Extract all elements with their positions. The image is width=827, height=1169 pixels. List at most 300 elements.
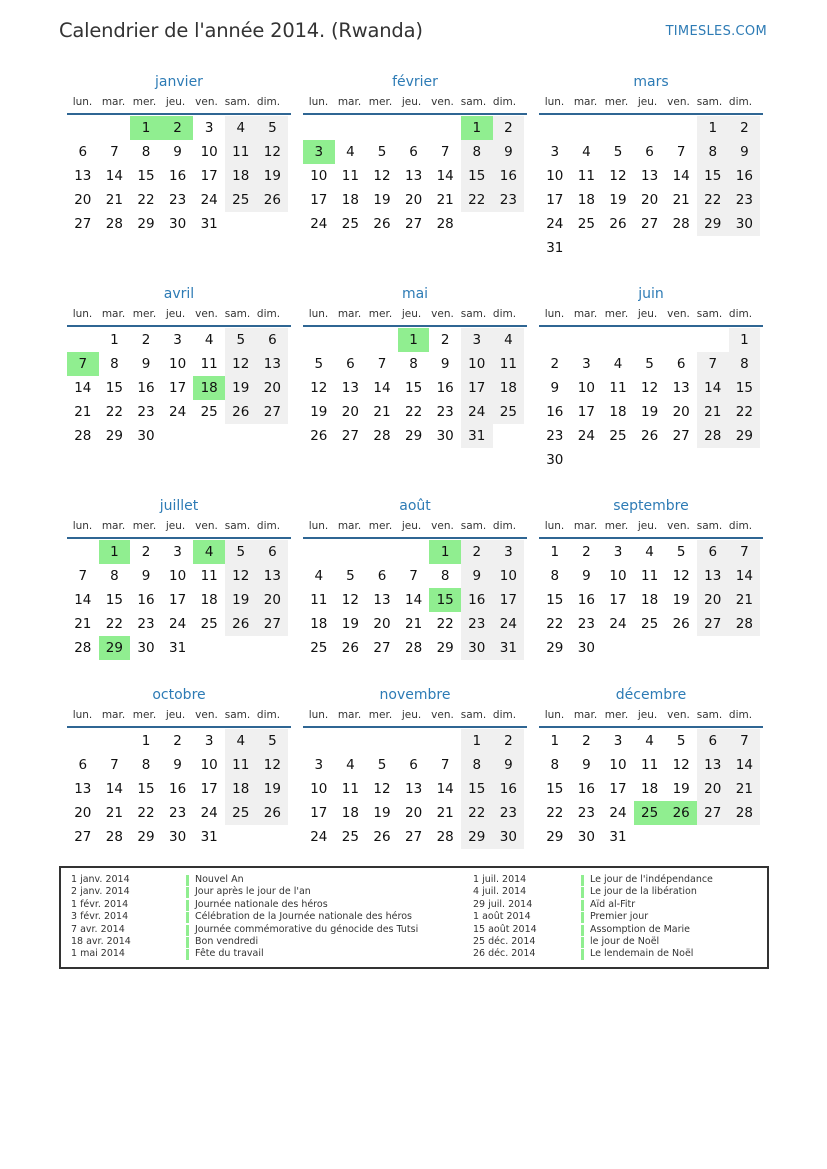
day-cell[interactable]: 26 <box>609 216 627 232</box>
day-cell[interactable]: 8 <box>409 356 418 372</box>
day-cell[interactable]: 14 <box>436 781 454 797</box>
day-cell[interactable]: 21 <box>672 192 690 208</box>
day-cell[interactable]: 18 <box>310 616 328 632</box>
day-cell[interactable]: 14 <box>105 781 123 797</box>
day-cell[interactable]: 26 <box>373 216 391 232</box>
day-cell[interactable]: 1 <box>697 116 729 140</box>
day-cell[interactable]: 29 <box>436 640 454 656</box>
day-cell[interactable]: 11 <box>200 356 218 372</box>
day-cell[interactable]: 24 <box>546 216 564 232</box>
day-cell[interactable]: 23 <box>493 801 525 825</box>
day-cell[interactable]: 1 <box>141 733 151 749</box>
day-cell[interactable]: 4 <box>493 328 525 352</box>
day-cell[interactable]: 31 <box>200 829 218 845</box>
day-cell[interactable]: 6 <box>78 757 88 773</box>
day-cell[interactable]: 22 <box>436 616 454 632</box>
day-cell[interactable]: 27 <box>257 612 289 636</box>
day-cell[interactable]: 7 <box>440 144 450 160</box>
day-cell[interactable]: 16 <box>137 380 155 396</box>
day-cell[interactable]: 17 <box>310 192 328 208</box>
day-cell[interactable]: 13 <box>404 781 423 797</box>
holiday-day-cell[interactable]: 4 <box>193 540 225 564</box>
day-cell[interactable]: 17 <box>461 376 493 400</box>
day-cell[interactable]: 16 <box>137 592 155 608</box>
day-cell[interactable]: 31 <box>609 829 627 845</box>
day-cell[interactable]: 6 <box>78 144 88 160</box>
day-cell[interactable]: 28 <box>436 216 454 232</box>
day-cell[interactable]: 30 <box>436 428 454 444</box>
day-cell[interactable]: 20 <box>404 192 423 208</box>
day-cell[interactable]: 15 <box>461 164 493 188</box>
day-cell[interactable]: 8 <box>697 140 729 164</box>
day-cell[interactable]: 20 <box>672 404 690 420</box>
day-cell[interactable]: 6 <box>697 540 729 564</box>
day-cell[interactable]: 7 <box>110 144 119 160</box>
day-cell[interactable]: 13 <box>257 564 289 588</box>
day-cell[interactable]: 25 <box>341 829 359 845</box>
day-cell[interactable]: 24 <box>168 616 187 632</box>
day-cell[interactable]: 11 <box>493 352 525 376</box>
day-cell[interactable]: 1 <box>461 729 493 753</box>
day-cell[interactable]: 12 <box>373 781 391 797</box>
day-cell[interactable]: 27 <box>672 428 690 444</box>
holiday-day-cell[interactable]: 15 <box>429 588 461 612</box>
day-cell[interactable]: 3 <box>461 328 493 352</box>
day-cell[interactable]: 7 <box>440 757 450 773</box>
day-cell[interactable]: 23 <box>729 188 761 212</box>
day-cell[interactable]: 22 <box>137 192 155 208</box>
day-cell[interactable]: 19 <box>310 404 328 420</box>
day-cell[interactable]: 31 <box>168 640 187 656</box>
day-cell[interactable]: 7 <box>697 352 729 376</box>
day-cell[interactable]: 8 <box>461 140 493 164</box>
day-cell[interactable]: 12 <box>225 564 257 588</box>
day-cell[interactable]: 21 <box>74 616 92 632</box>
day-cell[interactable]: 31 <box>493 636 525 660</box>
day-cell[interactable]: 9 <box>141 568 151 584</box>
day-cell[interactable]: 19 <box>257 777 289 801</box>
day-cell[interactable]: 19 <box>373 192 391 208</box>
day-cell[interactable]: 5 <box>676 544 686 560</box>
day-cell[interactable]: 13 <box>74 781 92 797</box>
day-cell[interactable]: 25 <box>225 188 257 212</box>
holiday-day-cell[interactable]: 7 <box>67 352 99 376</box>
day-cell[interactable]: 8 <box>729 352 761 376</box>
day-cell[interactable]: 10 <box>609 757 627 773</box>
day-cell[interactable]: 2 <box>141 544 151 560</box>
day-cell[interactable]: 28 <box>105 829 123 845</box>
day-cell[interactable]: 22 <box>137 805 155 821</box>
day-cell[interactable]: 24 <box>609 616 627 632</box>
day-cell[interactable]: 4 <box>314 568 324 584</box>
day-cell[interactable]: 17 <box>577 404 595 420</box>
day-cell[interactable]: 21 <box>74 404 92 420</box>
day-cell[interactable]: 2 <box>582 544 591 560</box>
day-cell[interactable]: 19 <box>609 192 627 208</box>
day-cell[interactable]: 26 <box>257 801 289 825</box>
day-cell[interactable]: 22 <box>105 404 123 420</box>
day-cell[interactable]: 20 <box>404 805 423 821</box>
day-cell[interactable]: 28 <box>105 216 123 232</box>
day-cell[interactable]: 8 <box>461 753 493 777</box>
day-cell[interactable]: 18 <box>341 192 359 208</box>
day-cell[interactable]: 24 <box>493 612 525 636</box>
day-cell[interactable]: 30 <box>137 640 155 656</box>
day-cell[interactable]: 19 <box>672 781 690 797</box>
day-cell[interactable]: 26 <box>640 428 659 444</box>
day-cell[interactable]: 19 <box>225 588 257 612</box>
day-cell[interactable]: 18 <box>200 592 218 608</box>
day-cell[interactable]: 12 <box>257 753 289 777</box>
holiday-day-cell[interactable]: 26 <box>665 801 697 825</box>
day-cell[interactable]: 19 <box>225 376 257 400</box>
holiday-day-cell[interactable]: 2 <box>162 116 194 140</box>
day-cell[interactable]: 7 <box>729 540 761 564</box>
day-cell[interactable]: 11 <box>225 753 257 777</box>
day-cell[interactable]: 13 <box>74 168 92 184</box>
holiday-day-cell[interactable]: 1 <box>461 116 493 140</box>
day-cell[interactable]: 28 <box>74 428 92 444</box>
day-cell[interactable]: 3 <box>582 356 591 372</box>
day-cell[interactable]: 15 <box>546 592 564 608</box>
day-cell[interactable]: 7 <box>409 568 418 584</box>
day-cell[interactable]: 23 <box>436 404 454 420</box>
day-cell[interactable]: 4 <box>613 356 623 372</box>
day-cell[interactable]: 16 <box>461 588 493 612</box>
day-cell[interactable]: 10 <box>310 781 328 797</box>
day-cell[interactable]: 9 <box>582 757 591 773</box>
day-cell[interactable]: 28 <box>729 612 761 636</box>
day-cell[interactable]: 30 <box>137 428 155 444</box>
day-cell[interactable]: 14 <box>74 592 92 608</box>
day-cell[interactable]: 8 <box>141 757 151 773</box>
day-cell[interactable]: 24 <box>200 805 218 821</box>
day-cell[interactable]: 6 <box>257 328 289 352</box>
day-cell[interactable]: 21 <box>404 616 423 632</box>
day-cell[interactable]: 26 <box>373 829 391 845</box>
day-cell[interactable]: 14 <box>729 564 761 588</box>
day-cell[interactable]: 6 <box>409 144 418 160</box>
day-cell[interactable]: 12 <box>225 352 257 376</box>
day-cell[interactable]: 22 <box>546 805 564 821</box>
day-cell[interactable]: 27 <box>74 829 92 845</box>
day-cell[interactable]: 5 <box>314 356 324 372</box>
day-cell[interactable]: 28 <box>672 216 690 232</box>
day-cell[interactable]: 22 <box>729 400 761 424</box>
day-cell[interactable]: 27 <box>404 216 423 232</box>
day-cell[interactable]: 10 <box>200 757 218 773</box>
day-cell[interactable]: 8 <box>110 568 119 584</box>
day-cell[interactable]: 2 <box>173 733 182 749</box>
day-cell[interactable]: 10 <box>609 568 627 584</box>
day-cell[interactable]: 30 <box>577 640 595 656</box>
day-cell[interactable]: 21 <box>105 192 123 208</box>
day-cell[interactable]: 9 <box>141 356 151 372</box>
day-cell[interactable]: 15 <box>697 164 729 188</box>
day-cell[interactable]: 10 <box>168 356 187 372</box>
holiday-day-cell[interactable]: 3 <box>303 140 335 164</box>
day-cell[interactable]: 23 <box>137 404 155 420</box>
day-cell[interactable]: 6 <box>346 356 355 372</box>
day-cell[interactable]: 3 <box>613 544 623 560</box>
day-cell[interactable]: 19 <box>640 404 659 420</box>
day-cell[interactable]: 23 <box>168 192 187 208</box>
day-cell[interactable]: 8 <box>440 568 450 584</box>
day-cell[interactable]: 1 <box>729 328 761 352</box>
day-cell[interactable]: 6 <box>377 568 387 584</box>
day-cell[interactable]: 8 <box>110 356 119 372</box>
day-cell[interactable]: 19 <box>257 164 289 188</box>
brand-link[interactable]: TIMESLES.COM <box>665 24 767 39</box>
day-cell[interactable]: 10 <box>310 168 328 184</box>
day-cell[interactable]: 13 <box>697 753 729 777</box>
day-cell[interactable]: 14 <box>672 168 690 184</box>
day-cell[interactable]: 6 <box>676 356 686 372</box>
day-cell[interactable]: 11 <box>225 140 257 164</box>
day-cell[interactable]: 22 <box>461 188 493 212</box>
day-cell[interactable]: 14 <box>729 753 761 777</box>
day-cell[interactable]: 31 <box>461 424 493 448</box>
day-cell[interactable]: 20 <box>74 192 92 208</box>
day-cell[interactable]: 2 <box>141 332 151 348</box>
day-cell[interactable]: 21 <box>729 777 761 801</box>
day-cell[interactable]: 15 <box>729 376 761 400</box>
day-cell[interactable]: 15 <box>461 777 493 801</box>
day-cell[interactable]: 4 <box>645 544 654 560</box>
day-cell[interactable]: 6 <box>409 757 418 773</box>
day-cell[interactable]: 21 <box>105 805 123 821</box>
day-cell[interactable]: 24 <box>609 805 627 821</box>
holiday-day-cell[interactable]: 1 <box>99 540 131 564</box>
day-cell[interactable]: 11 <box>640 757 659 773</box>
day-cell[interactable]: 3 <box>613 733 623 749</box>
day-cell[interactable]: 4 <box>204 332 214 348</box>
holiday-day-cell[interactable]: 25 <box>634 801 666 825</box>
day-cell[interactable]: 10 <box>546 168 564 184</box>
day-cell[interactable]: 25 <box>310 640 328 656</box>
day-cell[interactable]: 1 <box>110 332 119 348</box>
day-cell[interactable]: 18 <box>640 781 659 797</box>
day-cell[interactable]: 4 <box>225 116 257 140</box>
day-cell[interactable]: 25 <box>609 428 627 444</box>
day-cell[interactable]: 13 <box>257 352 289 376</box>
day-cell[interactable]: 29 <box>546 829 564 845</box>
day-cell[interactable]: 18 <box>577 192 595 208</box>
day-cell[interactable]: 28 <box>729 801 761 825</box>
day-cell[interactable]: 4 <box>346 757 355 773</box>
day-cell[interactable]: 15 <box>105 592 123 608</box>
day-cell[interactable]: 5 <box>225 540 257 564</box>
day-cell[interactable]: 26 <box>341 640 359 656</box>
day-cell[interactable]: 27 <box>373 640 391 656</box>
day-cell[interactable]: 20 <box>640 192 659 208</box>
day-cell[interactable]: 6 <box>645 144 654 160</box>
day-cell[interactable]: 17 <box>200 781 218 797</box>
day-cell[interactable]: 5 <box>645 356 654 372</box>
day-cell[interactable]: 3 <box>204 120 214 136</box>
day-cell[interactable]: 30 <box>729 212 761 236</box>
day-cell[interactable]: 10 <box>577 380 595 396</box>
day-cell[interactable]: 27 <box>341 428 359 444</box>
day-cell[interactable]: 5 <box>346 568 355 584</box>
day-cell[interactable]: 20 <box>697 588 729 612</box>
day-cell[interactable]: 24 <box>310 216 328 232</box>
day-cell[interactable]: 18 <box>609 404 627 420</box>
day-cell[interactable]: 12 <box>672 568 690 584</box>
day-cell[interactable]: 2 <box>461 540 493 564</box>
holiday-day-cell[interactable]: 1 <box>398 328 430 352</box>
day-cell[interactable]: 3 <box>314 757 324 773</box>
day-cell[interactable]: 30 <box>546 452 564 468</box>
day-cell[interactable]: 10 <box>200 144 218 160</box>
day-cell[interactable]: 4 <box>645 733 654 749</box>
day-cell[interactable]: 26 <box>225 400 257 424</box>
day-cell[interactable]: 3 <box>493 540 525 564</box>
day-cell[interactable]: 20 <box>373 616 391 632</box>
day-cell[interactable]: 5 <box>377 757 387 773</box>
day-cell[interactable]: 29 <box>137 829 155 845</box>
day-cell[interactable]: 29 <box>404 428 423 444</box>
day-cell[interactable]: 11 <box>200 568 218 584</box>
day-cell[interactable]: 15 <box>105 380 123 396</box>
day-cell[interactable]: 17 <box>609 781 627 797</box>
day-cell[interactable]: 8 <box>550 757 560 773</box>
day-cell[interactable]: 6 <box>257 540 289 564</box>
day-cell[interactable]: 20 <box>74 805 92 821</box>
day-cell[interactable]: 17 <box>168 380 187 396</box>
day-cell[interactable]: 14 <box>74 380 92 396</box>
day-cell[interactable]: 2 <box>729 116 761 140</box>
day-cell[interactable]: 25 <box>493 400 525 424</box>
day-cell[interactable]: 10 <box>168 568 187 584</box>
day-cell[interactable]: 13 <box>697 564 729 588</box>
day-cell[interactable]: 20 <box>257 376 289 400</box>
day-cell[interactable]: 21 <box>436 805 454 821</box>
day-cell[interactable]: 28 <box>697 424 729 448</box>
day-cell[interactable]: 19 <box>672 592 690 608</box>
day-cell[interactable]: 15 <box>137 781 155 797</box>
day-cell[interactable]: 11 <box>577 168 595 184</box>
day-cell[interactable]: 16 <box>577 592 595 608</box>
day-cell[interactable]: 25 <box>200 404 218 420</box>
day-cell[interactable]: 25 <box>577 216 595 232</box>
day-cell[interactable]: 22 <box>461 801 493 825</box>
day-cell[interactable]: 23 <box>546 428 564 444</box>
day-cell[interactable]: 2 <box>440 332 450 348</box>
day-cell[interactable]: 17 <box>493 588 525 612</box>
day-cell[interactable]: 11 <box>310 592 328 608</box>
day-cell[interactable]: 28 <box>373 428 391 444</box>
day-cell[interactable]: 24 <box>168 404 187 420</box>
day-cell[interactable]: 9 <box>173 144 182 160</box>
day-cell[interactable]: 24 <box>461 400 493 424</box>
day-cell[interactable]: 4 <box>346 144 355 160</box>
day-cell[interactable]: 5 <box>377 144 387 160</box>
day-cell[interactable]: 28 <box>436 829 454 845</box>
day-cell[interactable]: 24 <box>577 428 595 444</box>
day-cell[interactable]: 13 <box>672 380 690 396</box>
day-cell[interactable]: 12 <box>341 592 359 608</box>
day-cell[interactable]: 27 <box>697 801 729 825</box>
day-cell[interactable]: 18 <box>225 777 257 801</box>
day-cell[interactable]: 17 <box>200 168 218 184</box>
day-cell[interactable]: 16 <box>168 781 187 797</box>
day-cell[interactable]: 19 <box>373 805 391 821</box>
day-cell[interactable]: 6 <box>697 729 729 753</box>
day-cell[interactable]: 29 <box>729 424 761 448</box>
day-cell[interactable]: 23 <box>493 188 525 212</box>
day-cell[interactable]: 10 <box>461 352 493 376</box>
day-cell[interactable]: 23 <box>168 805 187 821</box>
day-cell[interactable]: 15 <box>404 380 423 396</box>
day-cell[interactable]: 7 <box>78 568 88 584</box>
day-cell[interactable]: 23 <box>461 612 493 636</box>
day-cell[interactable]: 3 <box>550 144 560 160</box>
day-cell[interactable]: 7 <box>110 757 119 773</box>
day-cell[interactable]: 3 <box>204 733 214 749</box>
day-cell[interactable]: 18 <box>225 164 257 188</box>
day-cell[interactable]: 15 <box>546 781 564 797</box>
day-cell[interactable]: 25 <box>640 616 659 632</box>
day-cell[interactable]: 12 <box>310 380 328 396</box>
day-cell[interactable]: 29 <box>546 640 564 656</box>
day-cell[interactable]: 16 <box>168 168 187 184</box>
day-cell[interactable]: 4 <box>225 729 257 753</box>
day-cell[interactable]: 18 <box>493 376 525 400</box>
day-cell[interactable]: 10 <box>493 564 525 588</box>
day-cell[interactable]: 11 <box>640 568 659 584</box>
day-cell[interactable]: 29 <box>461 825 493 849</box>
day-cell[interactable]: 13 <box>341 380 359 396</box>
day-cell[interactable]: 7 <box>377 356 387 372</box>
day-cell[interactable]: 9 <box>440 356 450 372</box>
day-cell[interactable]: 16 <box>436 380 454 396</box>
day-cell[interactable]: 7 <box>676 144 686 160</box>
day-cell[interactable]: 17 <box>609 592 627 608</box>
day-cell[interactable]: 5 <box>676 733 686 749</box>
day-cell[interactable]: 16 <box>546 404 564 420</box>
day-cell[interactable]: 27 <box>640 216 659 232</box>
day-cell[interactable]: 12 <box>609 168 627 184</box>
day-cell[interactable]: 16 <box>493 777 525 801</box>
day-cell[interactable]: 30 <box>461 636 493 660</box>
day-cell[interactable]: 27 <box>697 612 729 636</box>
day-cell[interactable]: 4 <box>582 144 591 160</box>
day-cell[interactable]: 11 <box>609 380 627 396</box>
day-cell[interactable]: 22 <box>697 188 729 212</box>
day-cell[interactable]: 23 <box>137 616 155 632</box>
day-cell[interactable]: 17 <box>168 592 187 608</box>
day-cell[interactable]: 5 <box>257 116 289 140</box>
day-cell[interactable]: 14 <box>105 168 123 184</box>
day-cell[interactable]: 28 <box>74 640 92 656</box>
day-cell[interactable]: 13 <box>373 592 391 608</box>
day-cell[interactable]: 19 <box>341 616 359 632</box>
day-cell[interactable]: 31 <box>200 216 218 232</box>
day-cell[interactable]: 22 <box>105 616 123 632</box>
day-cell[interactable]: 2 <box>550 356 560 372</box>
day-cell[interactable]: 29 <box>137 216 155 232</box>
day-cell[interactable]: 21 <box>436 192 454 208</box>
day-cell[interactable]: 18 <box>341 805 359 821</box>
day-cell[interactable]: 2 <box>582 733 591 749</box>
day-cell[interactable]: 25 <box>200 616 218 632</box>
day-cell[interactable]: 26 <box>310 428 328 444</box>
day-cell[interactable]: 20 <box>257 588 289 612</box>
day-cell[interactable]: 27 <box>74 216 92 232</box>
day-cell[interactable]: 15 <box>137 168 155 184</box>
day-cell[interactable]: 18 <box>640 592 659 608</box>
